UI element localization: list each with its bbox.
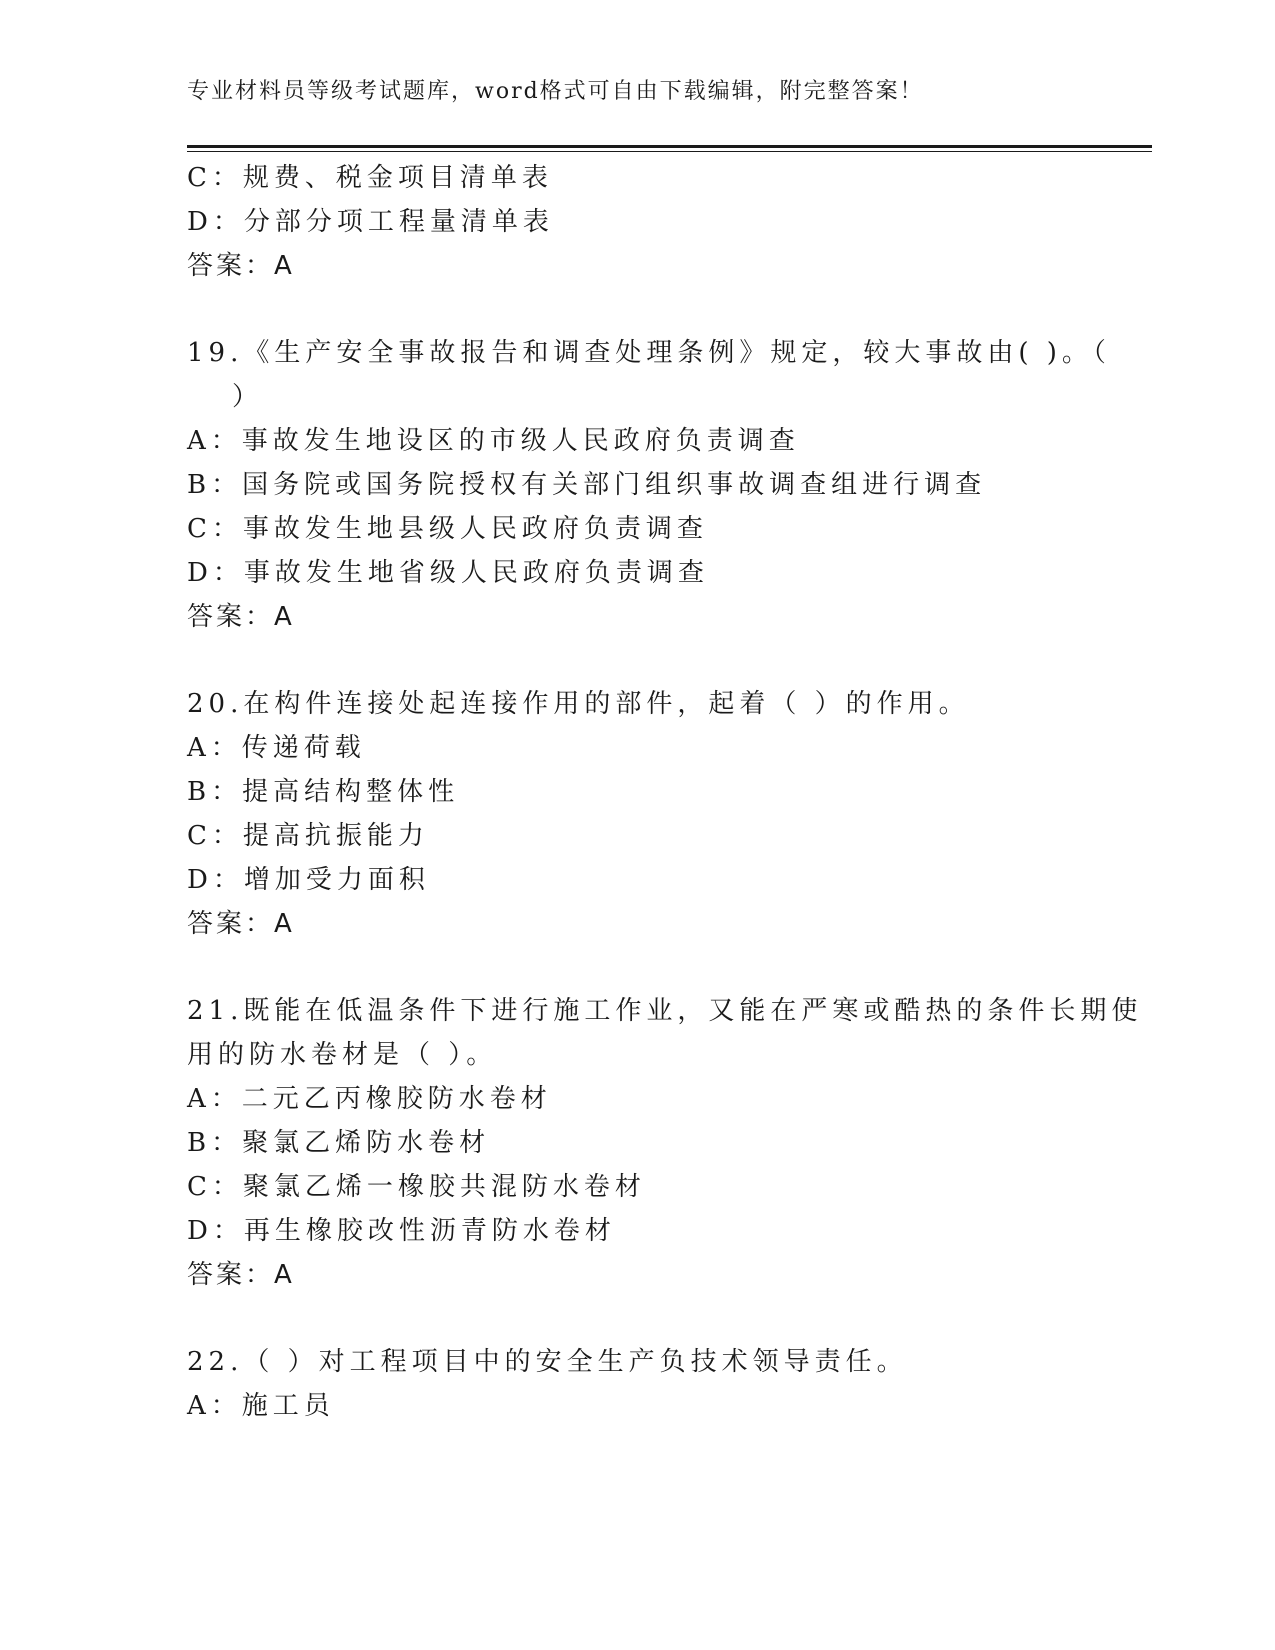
q21-option-a: A：二元乙丙橡胶防水卷材 [187,1084,552,1114]
q21-stem-line2: 用的防水卷材是（ ）。 [187,1040,498,1070]
q20-answer: 答案：A [187,909,295,939]
q20-option-b: B：提高结构整体性 [187,777,460,807]
q19-option-a: A：事故发生地设区的市级人民政府负责调查 [187,426,800,456]
header-divider-thick [187,145,1152,148]
q20-stem: 20.在构件连接处起连接作用的部件，起着（ ）的作用。 [187,689,970,719]
q21-option-c: C：聚氯乙烯一橡胶共混防水卷材 [187,1172,646,1202]
q19-option-c: C：事故发生地县级人民政府负责调查 [187,514,708,544]
q21-answer: 答案：A [187,1260,295,1290]
prev-option-c: C：规费、税金项目清单表 [187,163,553,193]
prev-option-d: D：分部分项工程量清单表 [187,207,554,237]
q21-stem-line1: 21.既能在低温条件下进行施工作业，又能在严寒或酷热的条件长期使 [187,996,1143,1026]
q21-option-b: B：聚氯乙烯防水卷材 [187,1128,491,1158]
q19-option-d: D：事故发生地省级人民政府负责调查 [187,558,709,588]
header-divider-thin [187,151,1152,152]
q20-option-c: C：提高抗振能力 [187,821,429,851]
q19-stem-line2: ） [232,382,264,412]
q21-option-d: D：再生橡胶改性沥青防水卷材 [187,1216,616,1246]
q22-option-a: A：施工员 [187,1391,335,1421]
q20-option-a: A：传递荷载 [187,733,366,763]
q19-stem-line1: 19.《生产安全事故报告和调查处理条例》规定，较大事故由( )。（ [187,338,1111,368]
page-header: 专业材料员等级考试题库，word格式可自由下载编辑，附完整答案！ [187,79,924,104]
q20-option-d: D：增加受力面积 [187,865,430,895]
q19-option-b: B：国务院或国务院授权有关部门组织事故调查组进行调查 [187,470,987,500]
prev-answer: 答案：A [187,251,295,281]
q19-answer: 答案：A [187,602,295,632]
q22-stem: 22.（ ）对工程项目中的安全生产负技术领导责任。 [187,1347,908,1377]
